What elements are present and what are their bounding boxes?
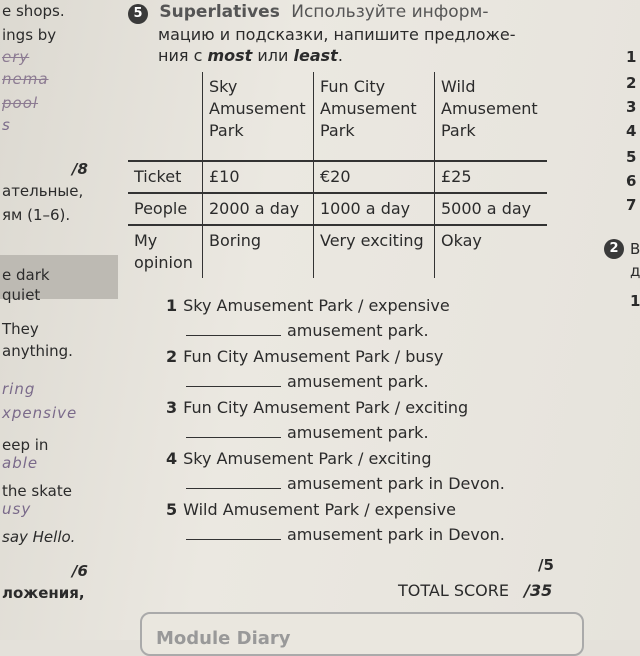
answer-blank[interactable] [186, 488, 281, 489]
margin-line: e dark [2, 266, 50, 284]
total-score-value: /35 [524, 581, 553, 600]
margin-letter: B [630, 240, 640, 258]
margin-line: eep in [2, 436, 49, 454]
score-mark: /6 [72, 562, 88, 580]
handwriting: xpensive [2, 404, 78, 422]
margin-number: 5 [626, 148, 637, 166]
margin-number: 1 [626, 48, 637, 66]
handwriting: nema [2, 70, 49, 88]
answer-blank[interactable] [186, 386, 281, 387]
corner-cell [128, 72, 203, 161]
prompt-text: Fun City Amusement Park / exciting [183, 398, 469, 417]
column-header: Wild Amusement Park [435, 72, 548, 161]
handwriting: s [2, 116, 11, 134]
margin-line: They [2, 320, 39, 338]
right-margin-column [609, 0, 640, 640]
row-header: Ticket [128, 161, 203, 193]
answer-blank[interactable] [186, 437, 281, 438]
answer-line [186, 423, 429, 442]
table-cell: Very exciting [314, 225, 435, 278]
table-cell: €20 [314, 161, 435, 193]
table-header-row [128, 72, 547, 161]
keyword-least: least [293, 46, 338, 65]
prompt-text: Wild Amusement Park / expensive [183, 500, 456, 519]
keyword-most: most [207, 46, 253, 65]
comparison-table [128, 72, 547, 278]
answer-line [186, 372, 429, 391]
sentence-ending: amusement park. [287, 423, 429, 442]
table-cell: 1000 a day [314, 193, 435, 225]
row-header: My opinion [128, 225, 203, 278]
total-score [398, 581, 552, 600]
table-row [128, 225, 547, 278]
module-diary-title: Module Diary [156, 628, 291, 649]
exercise-score: /5 [538, 556, 554, 574]
score-mark: /8 [72, 160, 88, 178]
margin-line: ям (1–6). [2, 206, 71, 224]
item-number: 1 [166, 296, 178, 315]
margin-number: 7 [626, 196, 637, 214]
prompt-text: Sky Amusement Park / expensive [183, 296, 450, 315]
sentence-prompt [166, 449, 431, 468]
prompt-text: Fun City Amusement Park / busy [183, 347, 444, 366]
margin-badge [604, 238, 624, 259]
row-header: People [128, 193, 203, 225]
sentence-prompt [166, 347, 443, 366]
instruction-text: или [252, 46, 294, 65]
instruction-start: Используйте информ- [291, 2, 489, 22]
exercise-title: Superlatives [159, 2, 280, 22]
table-row [128, 161, 547, 193]
handwriting: pool [2, 94, 39, 112]
margin-number: 4 [626, 122, 637, 140]
table-cell: Okay [435, 225, 548, 278]
prompt-text: Sky Amusement Park / exciting [183, 449, 432, 468]
sentence-ending: amusement park in Devon. [287, 525, 505, 544]
table-row [128, 193, 547, 225]
margin-number: 6 [626, 172, 637, 190]
margin-line: the skate [2, 482, 72, 500]
handwriting: ery [2, 48, 30, 66]
item-number: 4 [166, 449, 178, 468]
instructions [158, 24, 548, 66]
table-cell: £10 [203, 161, 314, 193]
sentence-prompt [166, 296, 450, 315]
answer-line [186, 474, 505, 493]
module-diary-box [140, 612, 584, 656]
total-score-label: TOTAL SCORE [398, 581, 509, 600]
sentence-ending: amusement park. [287, 321, 429, 340]
handwriting: ring [2, 380, 36, 398]
sentence-ending: amusement park in Devon. [287, 474, 505, 493]
margin-line: ложения, [2, 584, 85, 602]
left-margin-column [0, 0, 120, 640]
instruction-text: . [337, 46, 343, 65]
margin-line: say Hello. [2, 528, 76, 546]
margin-number: 2 [626, 74, 637, 92]
item-number: 3 [166, 398, 178, 417]
table-cell: Boring [203, 225, 314, 278]
instruction-line: мацию и подсказки, напишите предложе- [158, 25, 516, 44]
instruction-text: ния с [158, 46, 208, 65]
answer-blank[interactable] [186, 335, 281, 336]
sentence-ending: amusement park. [287, 372, 429, 391]
column-header: Fun City Amusement Park [314, 72, 435, 161]
answer-line [186, 321, 429, 340]
exercise-number-badge: 5 [128, 4, 148, 24]
handwriting: usy [2, 500, 32, 518]
exercise-number-badge: 2 [604, 239, 624, 259]
answer-blank[interactable] [186, 539, 281, 540]
item-number: 5 [166, 500, 178, 519]
margin-number: 3 [626, 98, 637, 116]
margin-line: ings by [2, 26, 57, 44]
margin-number: 1 [630, 292, 640, 310]
exercise-header [128, 2, 488, 24]
answer-line [186, 525, 505, 544]
table-cell: 5000 a day [435, 193, 548, 225]
margin-line: ательные, [2, 182, 84, 200]
sentence-prompt [166, 398, 468, 417]
instruction-line [158, 45, 548, 66]
margin-letter: д [630, 262, 640, 280]
handwriting: able [2, 454, 39, 472]
column-header: Sky Amusement Park [203, 72, 314, 161]
margin-line: quiet [2, 286, 41, 304]
item-number: 2 [166, 347, 178, 366]
margin-line: anything. [2, 342, 73, 360]
margin-line: e shops. [2, 2, 65, 20]
table-cell: £25 [435, 161, 548, 193]
table-cell: 2000 a day [203, 193, 314, 225]
sentence-prompt [166, 500, 456, 519]
